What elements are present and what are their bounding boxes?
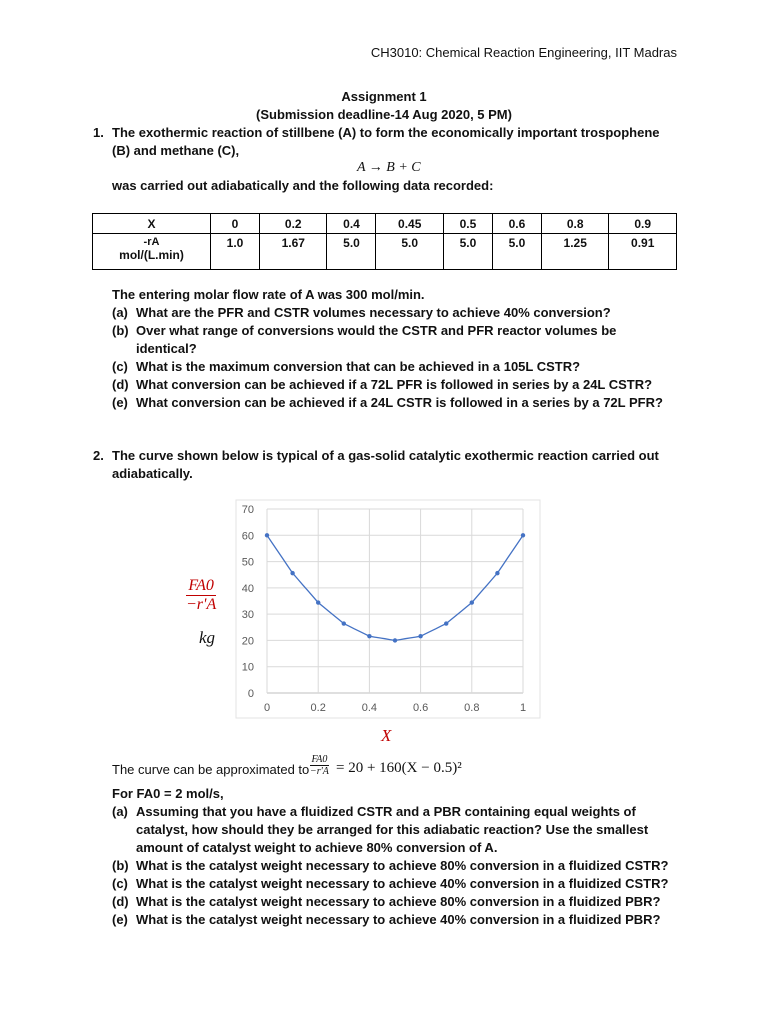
table-cell: 0.4 [327,214,376,234]
table-cell: 0.8 [541,214,608,234]
part-label: (b) [112,323,129,338]
q2-intro-line2: adiabatically. [112,466,193,481]
chart-ylabel-unit: kg [199,628,216,647]
part-text: catalyst, how should they be arranged for this adiabatic reaction? Use the smallest [136,822,649,837]
part-label: (c) [112,876,128,891]
table-cell: 5.0 [376,234,443,270]
table-cell: 0.5 [443,214,492,234]
part-label: (a) [112,804,128,819]
part-text: What is the catalyst weight necessary to achieve 80% conversion in a fluidized PBR? [136,894,661,909]
q1-flow-text: The entering molar flow rate of A was 300 mol/min. [112,287,425,302]
q2-approx-rhs: = 20 + 160(X − 0.5)² [336,760,462,776]
data-point [342,621,346,625]
table-cell: 5.0 [443,234,492,270]
q2-fa0-text: For FA0 = 2 mol/s, [112,786,224,801]
q2-approx-num: FA0 [311,754,328,765]
part-text: amount of catalyst weight to achieve 80% conversion of A. [136,840,498,855]
course-title: CH3010: Chemical Reaction Engineering, IIT Madras [370,45,677,60]
part-text: What is the catalyst weight necessary to achieve 80% conversion in a fluidized CSTR? [136,858,669,873]
q1-after-equation: was carried out adiabatically and the following data recorded: [112,178,494,193]
x-tick-label: 0.6 [412,702,429,714]
chart-ylabel [186,577,216,613]
table-header-ra-line1: -rA [143,236,160,248]
data-point [418,634,422,638]
data-point [290,571,294,575]
submission-deadline: (Submission deadline-14 Aug 2020, 5 PM) [256,107,512,122]
q1-data-table [92,213,677,270]
table-cell: 5.0 [492,234,541,270]
x-tick-label: 0.4 [361,702,378,714]
y-tick-label: 60 [241,530,254,543]
part-label: (b) [112,858,129,873]
y-tick-label: 10 [241,661,254,674]
table-cell: 0.2 [260,214,327,234]
part-text: Assuming that you have a fluidized CSTR and a PBR containing equal weights of [136,804,636,819]
y-tick-label: 50 [241,556,254,569]
part-label: (a) [112,305,128,320]
part-label: (e) [112,395,128,410]
data-point [470,600,474,604]
data-point [495,571,499,575]
part-label: (c) [112,359,128,374]
q1-number: 1. [93,125,104,140]
part-text: What are the PFR and CSTR volumes necessary to achieve 40% conversion? [136,305,611,320]
table-cell: 0.45 [376,214,443,234]
x-tick-label: 0.2 [310,702,326,714]
chart-ylabel-num: FA0 [186,577,216,596]
part-text: What is the catalyst weight necessary to achieve 40% conversion in a fluidized PBR? [136,912,661,927]
x-tick-label: 0.8 [464,702,480,714]
assignment-title: Assignment 1 [341,89,427,104]
part-text: What conversion can be achieved if a 24L CSTR is followed in a series by a 72L PFR? [136,395,663,410]
table-cell: 0.91 [609,234,677,270]
y-tick-label: 0 [247,688,254,700]
y-tick-label: 20 [241,635,254,648]
part-text: Over what range of conversions would the CSTR and PFR reactor volumes be [136,323,617,338]
x-tick-label: 1 [519,702,527,714]
part-text: What is the maximum conversion that can be achieved in a 105L CSTR? [136,359,581,374]
q2-approx-fraction [310,754,329,777]
q2-approx-den: −r'A [310,766,329,777]
q1-intro-line2: (B) and methane (C), [112,143,240,158]
data-point [367,634,371,638]
y-tick-label: 70 [241,504,254,516]
part-text: What conversion can be achieved if a 72L PFR is followed in series by a 24L CSTR? [136,377,653,392]
table-cell: 1.0 [211,234,260,270]
table-cell: 1.67 [260,234,327,270]
data-point [393,638,397,642]
q2-approx-text: The curve can be approximated to [112,762,310,777]
table-cell: 0 [211,214,260,234]
part-label: (d) [112,377,129,392]
conversion-chart [225,495,545,730]
q2-intro-line1: The curve shown below is typical of a gas-solid catalytic exothermic reaction carried out [112,448,659,463]
y-tick-label: 30 [241,609,254,622]
table-header-ra-line2: mol/(L.min) [119,248,184,262]
q1-intro-line1: The exothermic reaction of stillbene (A) to form the economically important trospophene [112,125,660,140]
data-point [316,600,320,604]
x-tick-label: 0 [263,702,271,714]
chart-area-border [236,500,540,718]
table-cell: 5.0 [327,234,376,270]
chart-xlabel: X [381,726,392,745]
q2-number: 2. [93,448,104,463]
data-point [444,621,448,625]
table-header-x: X [93,214,211,234]
y-tick-label: 40 [241,582,254,595]
chart-ylabel-den: −r'A [186,595,217,613]
part-label: (e) [112,912,128,927]
part-label: (d) [112,894,129,909]
table-row-x [93,214,677,234]
data-point [521,533,525,537]
table-cell: 0.6 [492,214,541,234]
table-row-ra [93,234,677,270]
table-cell: 0.9 [609,214,677,234]
table-cell: 1.25 [541,234,608,270]
part-text: What is the catalyst weight necessary to achieve 40% conversion in a fluidized CSTR? [136,876,669,891]
q1-reaction-equation: A → B + C [357,160,421,175]
part-text: identical? [136,341,197,356]
table-header-ra [93,234,211,270]
data-point [265,533,269,537]
